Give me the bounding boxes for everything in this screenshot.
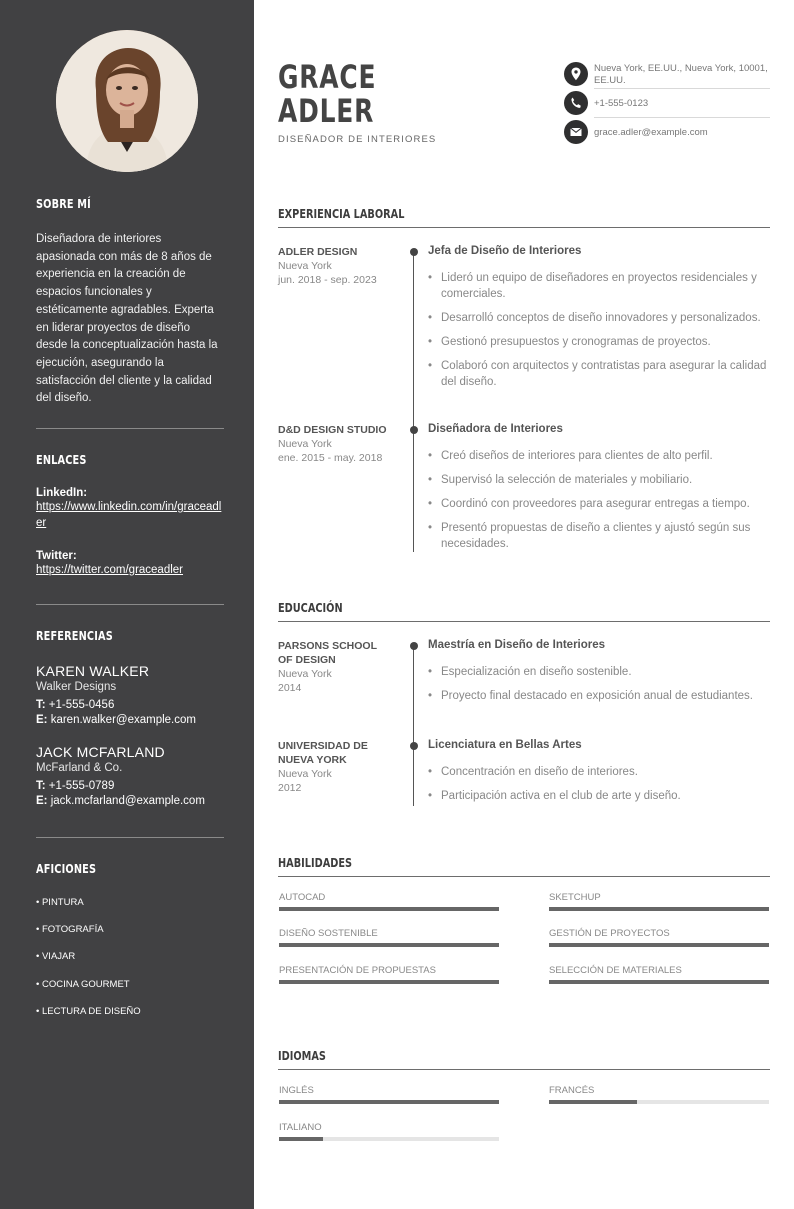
divider xyxy=(36,604,224,605)
school-org xyxy=(278,739,386,795)
school-location: Nueva York xyxy=(278,668,332,680)
job-dates: jun. 2018 - sep. 2023 xyxy=(278,274,377,286)
last-name: ADLER xyxy=(278,92,375,130)
language-label: FRANCÉS xyxy=(549,1085,595,1096)
link-label: LinkedIn: xyxy=(36,487,88,499)
location-pin-icon xyxy=(564,62,588,86)
references-title: REFERENCIAS xyxy=(36,628,113,643)
company-location: Nueva York xyxy=(278,260,332,272)
company-location: Nueva York xyxy=(278,438,332,450)
skill-label: GESTIÓN DE PROYECTOS xyxy=(549,928,670,939)
reference-name: JACK MCFARLAND xyxy=(36,744,165,760)
reference-company: Walker Designs xyxy=(36,681,117,693)
job-org xyxy=(278,423,390,465)
reference-item xyxy=(36,744,236,809)
phone-text[interactable]: +1-555-0123 xyxy=(594,98,649,109)
hobby-item: • LECTURA DE DISEÑO xyxy=(36,1006,141,1017)
reference-email: jack.mcfarland@example.com xyxy=(50,795,205,807)
email-label: E: xyxy=(36,795,48,807)
skill-bar xyxy=(279,907,499,911)
role-title: Diseñadora de Interiores xyxy=(428,423,563,435)
link-label: Twitter: xyxy=(36,550,77,562)
school-year: 2012 xyxy=(278,782,302,794)
skill-label: AUTOCAD xyxy=(279,892,326,903)
portrait-illustration xyxy=(56,30,198,172)
hobby-item: • COCINA GOURMET xyxy=(36,979,130,990)
list-item: • Lideró un equipo de diseñadores en proyectos residenciales y comerciales. xyxy=(428,270,770,302)
degree-title: Licenciatura en Bellas Artes xyxy=(428,739,582,751)
reference-email: karen.walker@example.com xyxy=(50,714,196,726)
list-item: • Proyecto final destacado en exposición anual de estudiantes. xyxy=(428,688,770,704)
link-twitter xyxy=(36,550,222,578)
section-rule xyxy=(278,1069,770,1070)
hobby-item: • FOTOGRAFÍA xyxy=(36,924,104,935)
job-dates: ene. 2015 - may. 2018 xyxy=(278,452,383,464)
section-rule xyxy=(278,621,770,622)
languages-title: IDIOMAS xyxy=(278,1048,326,1063)
school-location: Nueva York xyxy=(278,768,332,780)
reference-phone: +1-555-0789 xyxy=(48,780,115,792)
skill-bar xyxy=(279,980,499,984)
contact-phone xyxy=(564,91,770,119)
skill-label: DISEÑO SOSTENIBLE xyxy=(279,928,378,939)
school-name: UNIVERSIDAD DE NUEVA YORK xyxy=(278,740,368,766)
twitter-link[interactable]: https://twitter.com/graceadler xyxy=(36,564,184,576)
language-bar-fill xyxy=(279,1100,499,1104)
school-year: 2014 xyxy=(278,682,302,694)
skill-bar-fill xyxy=(549,943,769,947)
skills-title: HABILIDADES xyxy=(278,855,353,870)
skill-bar xyxy=(279,943,499,947)
reference-item xyxy=(36,663,236,728)
list-item: • Especialización en diseño sostenible. xyxy=(428,664,770,680)
school-name: PARSONS SCHOOL OF DESIGN xyxy=(278,640,377,666)
skill-bar-fill xyxy=(279,980,499,984)
company-name: ADLER DESIGN xyxy=(278,246,358,258)
list-item: • Supervisó la selección de materiales y mobiliario. xyxy=(428,472,770,488)
degree-title: Maestría en Diseño de Interiores xyxy=(428,639,606,651)
section-rule xyxy=(278,876,770,877)
contact-email xyxy=(564,120,770,148)
divider xyxy=(36,428,224,429)
about-title: SOBRE MÍ xyxy=(36,196,91,211)
list-item: • Gestionó presupuestos y cronogramas de proyectos. xyxy=(428,334,770,350)
skill-bar-fill xyxy=(279,907,499,911)
divider xyxy=(594,117,770,118)
skill-bar xyxy=(549,943,769,947)
phone-label: T: xyxy=(36,699,46,711)
reference-name: KAREN WALKER xyxy=(36,663,150,679)
language-label: ITALIANO xyxy=(279,1122,322,1133)
skill-label: SELECCIÓN DE MATERIALES xyxy=(549,965,682,976)
link-linkedin xyxy=(36,487,222,531)
list-item: • Presentó propuestas de diseño a clientes y ajustó según sus necesidades. xyxy=(428,520,770,552)
email-label: E: xyxy=(36,714,48,726)
list-item: • Creó diseños de interiores para clientes de alto perfil. xyxy=(428,448,770,464)
skill-label: PRESENTACIÓN DE PROPUESTAS xyxy=(279,965,436,976)
timeline-dot xyxy=(410,426,418,434)
profile-photo xyxy=(56,30,198,172)
timeline-line xyxy=(413,252,414,552)
experience-title: EXPERIENCIA LABORAL xyxy=(278,206,405,221)
location-text: Nueva York, EE.UU., Nueva York, 10001, EE.UU. xyxy=(594,63,768,86)
envelope-icon xyxy=(564,120,588,144)
timeline-dot xyxy=(410,642,418,650)
reference-company: McFarland & Co. xyxy=(36,762,123,774)
skill-bar-fill xyxy=(279,943,499,947)
reference-phone: +1-555-0456 xyxy=(48,699,115,711)
links-title: ENLACES xyxy=(36,452,87,467)
sidebar xyxy=(0,0,254,1209)
company-name: D&D DESIGN STUDIO xyxy=(278,424,387,436)
language-bar xyxy=(549,1100,769,1104)
timeline-line xyxy=(413,646,414,806)
about-text: Diseñadora de interiores apasionada con más de 8 años de experiencia en la creación de espacios funcionales y estéticamente agradables. Experta en liderar proyectos de diseño desde la conceptualización hasta la ejecución, asegurando la satisfacción del cliente y la calidad del diseño. xyxy=(36,233,218,405)
language-bar-fill xyxy=(549,1100,637,1104)
first-name: GRACE xyxy=(278,58,377,96)
skill-bar xyxy=(549,907,769,911)
skill-bar-fill xyxy=(549,980,769,984)
divider xyxy=(594,88,770,89)
role-title: Jefa de Diseño de Interiores xyxy=(428,245,582,257)
list-item: • Concentración en diseño de interiores. xyxy=(428,764,770,780)
phone-label: T: xyxy=(36,780,46,792)
skill-label: SKETCHUP xyxy=(549,892,601,903)
divider xyxy=(36,837,224,838)
linkedin-link[interactable]: https://www.linkedin.com/in/graceadler xyxy=(36,501,222,529)
job-title: DISEÑADOR DE INTERIORES xyxy=(278,134,437,145)
education-title: EDUCACIÓN xyxy=(278,600,343,615)
list-item: • Desarrolló conceptos de diseño innovadores y personalizados. xyxy=(428,310,770,326)
skill-bar-fill xyxy=(549,907,769,911)
language-bar xyxy=(279,1137,499,1141)
job-org xyxy=(278,245,390,287)
list-item: • Colaboró con arquitectos y contratistas para asegurar la calidad del diseño. xyxy=(428,358,770,390)
hobby-item: • PINTURA xyxy=(36,897,84,908)
timeline-dot xyxy=(410,248,418,256)
school-org xyxy=(278,639,386,695)
skill-bar xyxy=(549,980,769,984)
email-text[interactable]: grace.adler@example.com xyxy=(594,127,708,138)
language-bar xyxy=(279,1100,499,1104)
hobby-item: • VIAJAR xyxy=(36,951,76,962)
language-label: INGLÉS xyxy=(279,1085,314,1096)
contact-location xyxy=(564,62,770,90)
language-bar-fill xyxy=(279,1137,323,1141)
list-item: • Participación activa en el club de arte y diseño. xyxy=(428,788,770,804)
timeline-dot xyxy=(410,742,418,750)
hobbies-title: AFICIONES xyxy=(36,861,97,876)
phone-icon xyxy=(564,91,588,115)
list-item: • Coordinó con proveedores para asegurar entregas a tiempo. xyxy=(428,496,770,512)
section-rule xyxy=(278,227,770,228)
